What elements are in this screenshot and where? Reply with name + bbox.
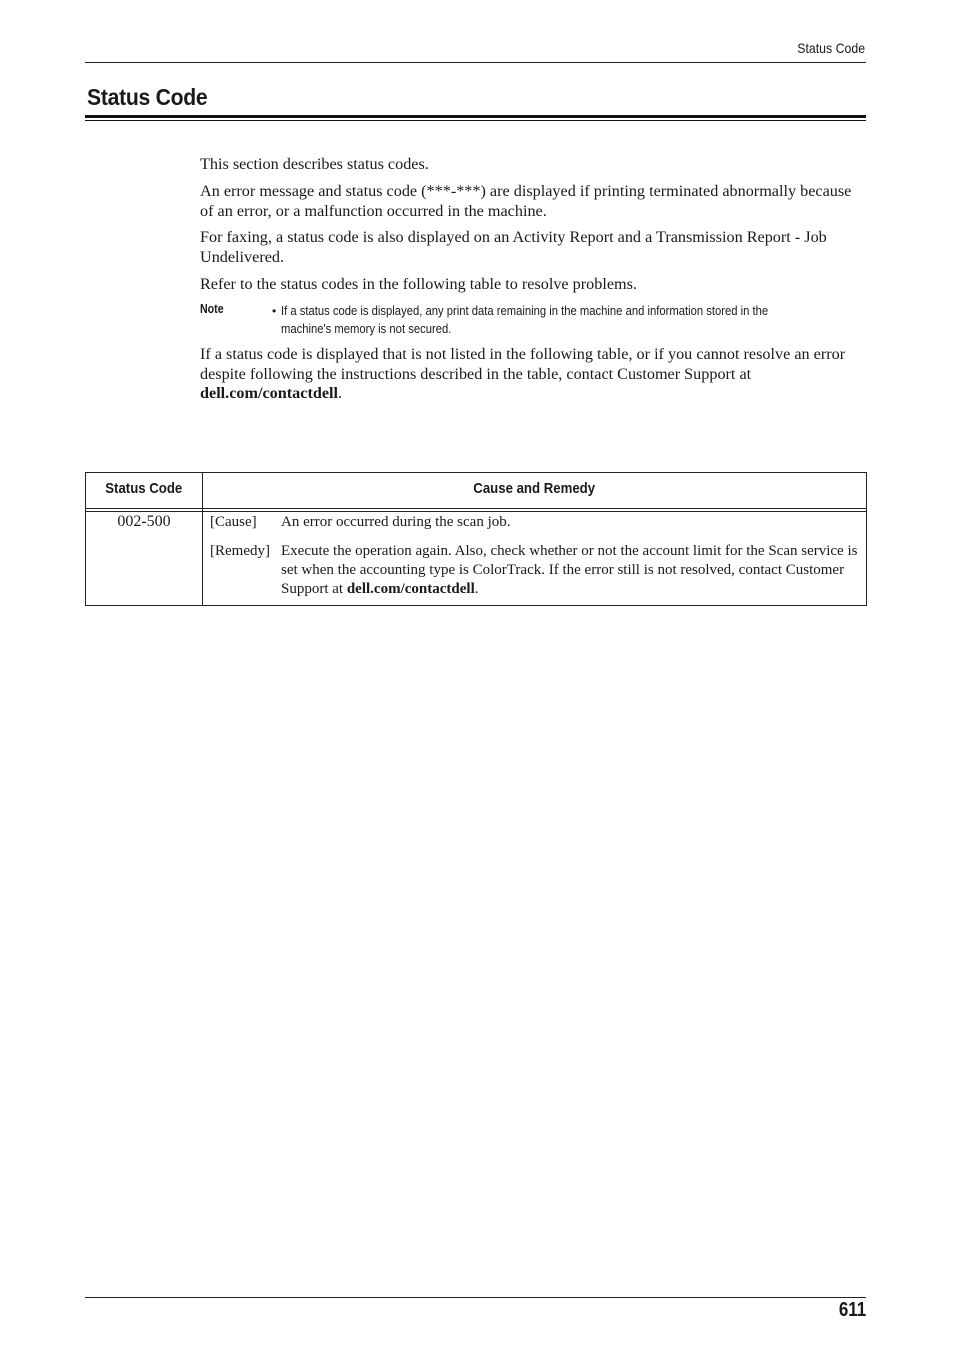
- header-label: Cause and Remedy: [473, 480, 596, 497]
- note-label: Note: [200, 302, 224, 316]
- remedy-period: .: [474, 581, 479, 597]
- remedy-text: [281, 542, 861, 599]
- refer-paragraph: [200, 275, 866, 295]
- contact-period: .: [338, 384, 343, 402]
- remedy-text-body: Execute the operation again. Also, check whether or not the account limit for the Scan service is set when the accounting type is ColorTrack. If the error still is not resolved, contact Customer Support at: [281, 543, 858, 597]
- title-rule-thin: [85, 120, 866, 121]
- contact-link[interactable]: dell.com/contactdell: [200, 384, 339, 402]
- header-label: Status Code: [105, 480, 183, 497]
- status-code-table: [85, 472, 867, 606]
- faxing-paragraph: [200, 228, 866, 267]
- footer-rule: [85, 1297, 866, 1298]
- paragraph-text: An error message and status code (***-***) are displayed if printing terminated abnormally because of an error, or a malfunction occurred in the machine.: [200, 182, 852, 220]
- header-rule: [86, 511, 866, 512]
- note-text: If a status code is displayed, any print data remaining in the machine and information stored in the machine's memory is not secured.: [281, 304, 769, 336]
- bullet-icon: •: [272, 304, 277, 318]
- header-cause-remedy: [203, 480, 866, 497]
- cause-text: An error occurred during the scan job.: [281, 514, 511, 530]
- contact-paragraph: [200, 345, 866, 404]
- cause-label: [Cause]: [210, 514, 257, 530]
- page-number: 611: [838, 1299, 866, 1321]
- remedy-label: [Remedy]: [210, 543, 270, 559]
- error-message-paragraph: [200, 182, 866, 221]
- header-status-code: [86, 480, 202, 497]
- title-rule-thick: [85, 115, 866, 118]
- page-title: Status Code: [87, 84, 208, 110]
- paragraph-text: For faxing, a status code is also displayed on an Activity Report and a Transmission Report - Job Undelivered.: [200, 228, 827, 266]
- paragraph-text: Refer to the status codes in the following table to resolve problems.: [200, 275, 637, 293]
- header-rule: [86, 508, 866, 509]
- remedy-contact-link[interactable]: dell.com/contactdell: [346, 581, 475, 597]
- running-head: Status Code: [797, 40, 865, 56]
- paragraph-text: This section describes status codes.: [200, 155, 429, 173]
- header-rule: [85, 62, 866, 63]
- status-code-value: 002-500: [117, 513, 171, 530]
- contact-text: If a status code is displayed that is not listed in the following table, or if you cannot resolve an error despite following the instructions described in the table, contact Customer Support at: [200, 345, 846, 383]
- intro-paragraph: [200, 155, 866, 175]
- paragraph-text: [200, 345, 866, 404]
